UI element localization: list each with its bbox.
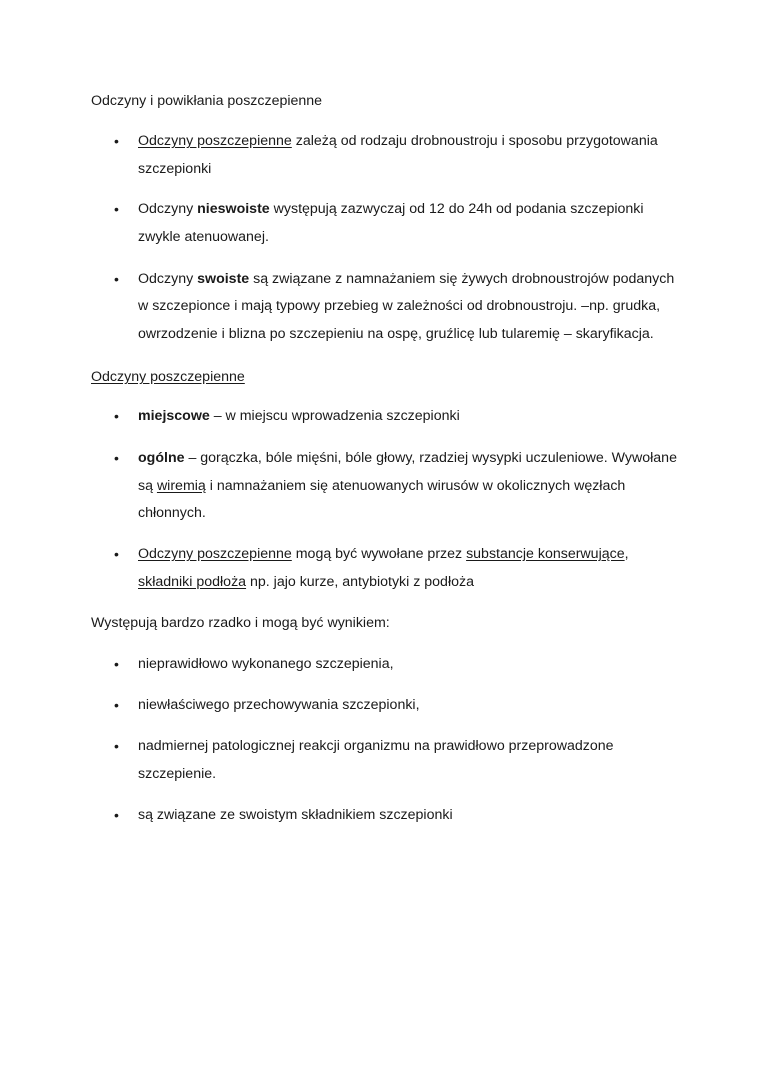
item-text: są [138,478,157,494]
list-item-continuation [138,477,625,495]
underlined-term: Odczyny poszczepienne [138,546,292,562]
bold-term: ogólne [138,450,185,466]
list-item-continuation: szczepionki [138,161,212,177]
bullet-icon: • [114,450,119,466]
bullet-icon: • [114,546,119,562]
list-item: niewłaściwego przechowywania szczepionki, [138,697,420,713]
item-text: mogą być wywołane przez [291,546,467,562]
bold-term: swoiste [197,271,250,287]
list-item [138,449,677,467]
bullet-icon: • [114,133,119,149]
bullet-icon: • [114,697,119,713]
bullet-icon: • [114,656,119,672]
bullet-icon: • [114,271,119,287]
list-item-continuation: chłonnych. [138,505,206,521]
item-text: są związane z namnażaniem się żywych drobnoustrojów podanych [249,271,675,287]
item-text: Odczyny [138,271,198,287]
bullet-icon: • [114,408,119,424]
item-text: – gorączka, bóle mięśni, bóle głowy, rzadziej wysypki uczuleniowe. Wywołane [184,450,677,466]
item-text: – w miejscu wprowadzenia szczepionki [209,408,460,424]
item-text: i namnażaniem się atenuowanych wirusów w okolicznych węzłach [205,478,626,494]
list-item-continuation: szczepienie. [138,766,217,782]
paragraph: Występują bardzo rzadko i mogą być wynikiem: [91,615,390,631]
list-item [138,270,674,288]
bullet-icon: • [114,738,119,754]
section-heading: Odczyny poszczepienne [91,369,245,385]
underlined-term: wiremią [156,478,206,494]
list-item-continuation: w szczepionce i mają typowy przebieg w zależności od drobnoustroju. –np. grudka, [138,298,661,314]
list-item [138,545,629,563]
underlined-term: substancje konserwujące [466,546,625,562]
list-item [138,132,658,150]
item-text: , [624,546,629,562]
list-item [138,200,644,218]
underlined-term: Odczyny poszczepienne [138,133,292,149]
list-item [138,407,460,425]
list-item-continuation: zwykle atenuowanej. [138,229,269,245]
bold-term: miejscowe [138,408,210,424]
bullet-icon: • [114,807,119,823]
item-text: zależą od rodzaju drobnoustroju i sposobu przygotowania [291,133,658,149]
list-item: nadmiernej patologicznej reakcji organizmu na prawidłowo przeprowadzone [138,738,614,754]
list-item: są związane ze swoistym składnikiem szczepionki [138,807,453,823]
bullet-icon: • [114,201,119,217]
item-text: Odczyny [138,201,198,217]
item-text: występują zazwyczaj od 12 do 24h od podania szczepionki [269,201,644,217]
bold-term: nieswoiste [197,201,270,217]
item-text: np. jajo kurze, antybiotyki z podłoża [246,574,474,590]
list-item-continuation [138,573,474,591]
list-item-continuation: owrzodzenie i blizna po szczepieniu na ospę, gruźlicę lub tularemię – skaryfikacja. [138,326,654,342]
section-heading: Odczyny i powikłania poszczepienne [91,93,323,109]
underlined-term: składniki podłoża [138,574,247,590]
list-item: nieprawidłowo wykonanego szczepienia, [138,656,394,672]
